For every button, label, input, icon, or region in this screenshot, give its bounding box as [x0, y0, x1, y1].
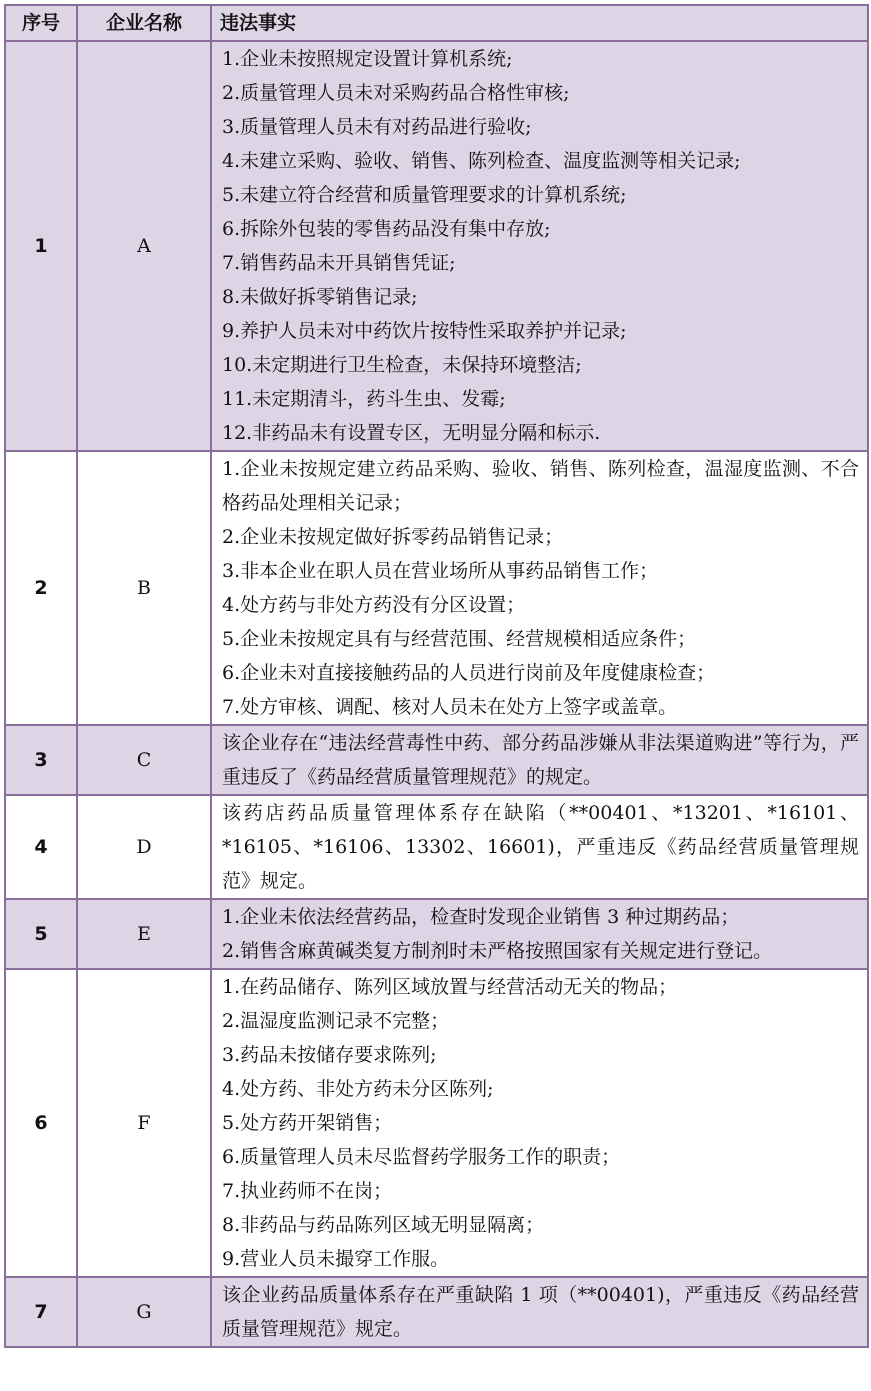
row-number-cell: 6 [5, 969, 77, 1277]
company-name-cell: G [77, 1277, 211, 1347]
violation-fact-item: 1.企业未按照规定设置计算机系统; [222, 48, 513, 70]
column-header-name: 企业名称 [77, 5, 211, 41]
row-number-cell: 3 [5, 725, 77, 795]
row-number-cell: 4 [5, 795, 77, 899]
violation-fact-item: 4.未建立采购、验收、销售、陈列检查、温度监测等相关记录; [222, 150, 741, 172]
violation-fact-item: 6.企业未对直接接触药品的人员进行岗前及年度健康检查； [222, 662, 716, 684]
violation-fact-item: 8.未做好拆零销售记录; [222, 286, 418, 308]
table-row [5, 969, 868, 1277]
column-header-facts: 违法事实 [211, 5, 868, 41]
violation-fact-item: 3.药品未按储存要求陈列; [222, 1044, 437, 1066]
violation-fact-item: 该企业药品质量体系存在严重缺陷 1 项（**00401)，严重违反《药品经营质量管理规范》规定。 [222, 1284, 859, 1340]
violation-fact-item: 10.未定期进行卫生检查，未保持环境整洁; [222, 354, 582, 376]
violation-facts-cell [211, 899, 868, 969]
violations-table [4, 4, 869, 1348]
violation-fact-item: 3.非本企业在职人员在营业场所从事药品销售工作； [222, 560, 659, 582]
company-name-cell: B [77, 451, 211, 725]
violation-fact-item: 2.企业未按规定做好拆零药品销售记录； [222, 526, 564, 548]
violation-fact-item: 6.拆除外包装的零售药品没有集中存放; [222, 218, 551, 240]
violation-fact-item: 7.执业药师不在岗； [222, 1180, 393, 1202]
table-row [5, 795, 868, 899]
violation-fact-item: 该药店药品质量管理体系存在缺陷（**00401、*13201、*16101、*16105、*16106、13302、16601)，严重违反《药品经营质量管理规范》规定。 [222, 802, 859, 892]
violation-fact-item: 11.未定期清斗，药斗生虫、发霉; [222, 388, 506, 410]
violation-fact-item: 6.质量管理人员未尽监督药学服务工作的职责； [222, 1146, 621, 1168]
violation-fact-item: 3.质量管理人员未有对药品进行验收; [222, 116, 532, 138]
violation-facts-cell [211, 725, 868, 795]
violation-facts-cell [211, 41, 868, 451]
violation-fact-item: 该企业存在“违法经营毒性中药、部分药品涉嫌从非法渠道购进”等行为，严重违反了《药品经营质量管理规范》的规定。 [222, 732, 859, 788]
violation-fact-item: 5.未建立符合经营和质量管理要求的计算机系统; [222, 184, 627, 206]
company-name-cell: C [77, 725, 211, 795]
row-number-cell: 2 [5, 451, 77, 725]
violation-facts-cell [211, 451, 868, 725]
column-header-no: 序号 [5, 5, 77, 41]
violation-fact-item: 7.销售药品未开具销售凭证; [222, 252, 456, 274]
table-body [5, 41, 868, 1347]
violation-fact-item: 4.处方药与非处方药没有分区设置； [222, 594, 526, 616]
violation-fact-item: 9.养护人员未对中药饮片按特性采取养护并记录; [222, 320, 627, 342]
violation-fact-item: 9.营业人员未撮穿工作服。 [222, 1248, 450, 1270]
violation-fact-item: 2.质量管理人员未对采购药品合格性审核; [222, 82, 570, 104]
violation-fact-item: 4.处方药、非处方药未分区陈列; [222, 1078, 494, 1100]
table-row [5, 725, 868, 795]
company-name-cell: E [77, 899, 211, 969]
company-name-cell: A [77, 41, 211, 451]
violation-facts-cell [211, 969, 868, 1277]
violation-fact-item: 7.处方审核、调配、核对人员未在处方上签字或盖章。 [222, 696, 678, 718]
violation-fact-item: 2.温湿度监测记录不完整； [222, 1010, 450, 1032]
violation-fact-item: 1.在药品储存、陈列区域放置与经营活动无关的物品； [222, 976, 678, 998]
violation-fact-item: 2.销售含麻黄碱类复方制剂时未严格按照国家有关规定进行登记。 [222, 940, 773, 962]
violation-fact-item: 8.非药品与药品陈列区域无明显隔离； [222, 1214, 545, 1236]
violation-fact-item: 5.企业未按规定具有与经营范围、经营规模相适应条件； [222, 628, 697, 650]
table-header-row [5, 5, 868, 41]
violation-facts-cell [211, 1277, 868, 1347]
violation-fact-item: 5.处方药开架销售； [222, 1112, 393, 1134]
company-name-cell: F [77, 969, 211, 1277]
row-number-cell: 1 [5, 41, 77, 451]
violation-fact-item: 1.企业未依法经营药品，检查时发现企业销售 3 种过期药品； [222, 906, 740, 928]
company-name-cell: D [77, 795, 211, 899]
table-row [5, 899, 868, 969]
row-number-cell: 7 [5, 1277, 77, 1347]
table-row [5, 1277, 868, 1347]
violation-facts-cell [211, 795, 868, 899]
table-row [5, 451, 868, 725]
table-row [5, 41, 868, 451]
violation-fact-item: 12.非药品未有设置专区，无明显分隔和标示. [222, 422, 601, 444]
violations-table-container [4, 4, 867, 1348]
violation-fact-item: 1.企业未按规定建立药品采购、验收、销售、陈列检查，温湿度监测、不合格药品处理相关记录； [222, 458, 859, 514]
row-number-cell: 5 [5, 899, 77, 969]
